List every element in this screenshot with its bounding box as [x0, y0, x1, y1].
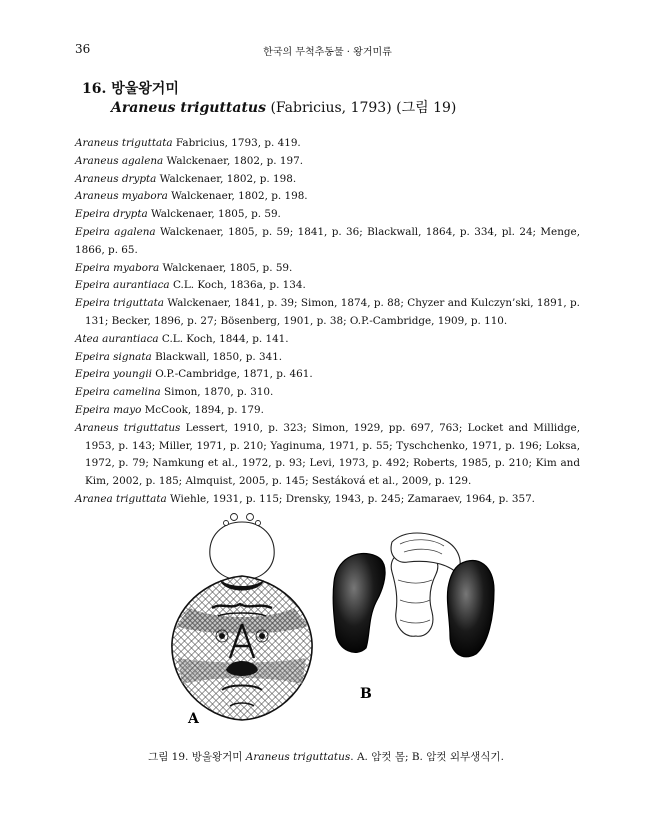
synonym-name: Epeira agalena: [75, 225, 156, 238]
synonym-entry: [75, 366, 580, 384]
synonym-reference: Walckenaer, 1802, p. 198.: [171, 190, 308, 203]
cephalothorax: [210, 514, 274, 581]
synonym-entry: [75, 295, 580, 331]
synonym-name: Araneus myabora: [75, 190, 168, 203]
synonym-list: [75, 135, 580, 509]
running-title: 한국의 무척추동물 · 왕거미류: [263, 47, 392, 58]
synonym-reference: Walckenaer, 1805, p. 59; 1841, p. 36; Blackwall, 1864, p. 334, pl. 24; Menge, 1866, p. 65.: [75, 225, 581, 256]
synonym-reference: O.P.-Cambridge, 1871, p. 461.: [155, 368, 313, 381]
page-header: [75, 42, 580, 58]
synonym-entry: [75, 402, 580, 420]
synonym-reference: Walckenaer, 1805, p. 59.: [162, 261, 293, 274]
abdomen: [172, 576, 312, 720]
synonym-name: Araneus agalena: [75, 154, 164, 167]
synonym-name: Araneus drypta: [75, 172, 157, 185]
synonym-name: Epeira aurantiaca: [75, 279, 170, 292]
synonym-reference: C.L. Koch, 1844, p. 141.: [161, 332, 289, 345]
synonym-entry: [75, 491, 580, 509]
synonym-name: Epeira youngii: [75, 368, 152, 381]
figure-label-b: B: [360, 686, 372, 702]
synonym-entry: [75, 171, 580, 189]
species-scientific-name-line: [111, 97, 456, 117]
synonym-reference: Walckenaer, 1805, p. 59.: [151, 208, 281, 221]
synonym-entry: [75, 349, 580, 367]
synonym-name: Epeira camelina: [75, 386, 161, 399]
figure-19: [160, 508, 500, 740]
synonym-reference: C.L. Koch, 1836a, p. 134.: [172, 279, 306, 292]
synonym-reference: Walckenaer, 1841, p. 39; Simon, 1874, p. 88; Chyzer and Kulczyn’ski, 1891, p. 131; Becker, 1896, p. 27; Bösenberg, 1901, p. 38; O.P.-Cambridge, 1909, p. 110.: [85, 297, 580, 327]
eye-icon: [256, 521, 261, 526]
synonym-reference: Walckenaer, 1802, p. 197.: [166, 154, 304, 167]
synonym-reference: Fabricius, 1793, p. 419.: [175, 137, 301, 149]
synonym-entry: [75, 260, 580, 278]
scientific-name: Araneus triguttatus: [111, 100, 266, 116]
eye-icon: [231, 514, 238, 521]
synonym-entry: [75, 331, 580, 349]
synonym-entry: [75, 206, 580, 224]
synonym-reference: Walckenaer, 1802, p. 198.: [159, 172, 297, 185]
synonym-entry: [75, 384, 580, 402]
synonym-reference: McCook, 1894, p. 179.: [144, 403, 264, 416]
page-number: 36: [75, 42, 91, 56]
synonym-name: Epeira drypta: [75, 208, 148, 221]
synonym-reference: Wiehle, 1931, p. 115; Drensky, 1943, p. 245; Zamaraev, 1964, p. 357.: [170, 492, 535, 505]
epigynum: [333, 533, 494, 657]
synonym-entry: [75, 188, 580, 206]
eye-icon: [247, 514, 254, 521]
synonym-name: Araneus triguttata: [75, 137, 173, 149]
synonym-name: Epeira signata: [75, 350, 152, 363]
synonym-entry: [75, 135, 580, 153]
species-heading: 16. 방울왕거미: [82, 81, 179, 97]
synonym-name: Epeira triguttata: [75, 297, 164, 310]
caption-suffix: . A. 암컷 몸; B. 암컷 외부생식기.: [350, 751, 504, 763]
synonym-entry: [75, 277, 580, 295]
figure-caption: [0, 749, 652, 764]
caption-scientific-name: Araneus triguttatus: [245, 751, 351, 763]
synonym-name: Epeira mayo: [75, 403, 142, 416]
synonym-name: Aranea triguttata: [75, 492, 167, 505]
figure-label-a: A: [188, 711, 199, 727]
synonym-reference: Blackwall, 1850, p. 341.: [155, 350, 283, 363]
caption-prefix: 그림 19. 방울왕거미: [148, 751, 246, 763]
synonym-reference: Lessert, 1910, p. 323; Simon, 1929, pp. 697, 763; Locket and Millidge, 1953, p. 143; Miller, 1971, p. 210; Yaginuma, 1971, p. 55; Tyschchenko, 1971, p. 196; Loksa, 1972, p. 79; Namkung et al., 1972, p. 93; Levi, 1973, p. 492; Roberts, 1985, p. 210; Kim and Kim, 2002, p. 185; Almquist, 2005, p. 145; Sestáková et al., 2009, p. 129.: [85, 421, 580, 488]
authority: (Fabricius, 1793) (그림 19): [270, 100, 457, 116]
synonym-entry: [75, 153, 580, 171]
synonym-entry: [75, 420, 580, 491]
spider-illustration: [160, 508, 500, 740]
synonym-name: Atea aurantiaca: [75, 332, 159, 345]
synonym-reference: Simon, 1870, p. 310.: [164, 386, 274, 399]
eye-icon: [224, 521, 229, 526]
synonym-name: Araneus triguttatus: [75, 421, 181, 434]
synonym-entry: [75, 224, 580, 260]
synonym-name: Epeira myabora: [75, 261, 160, 274]
